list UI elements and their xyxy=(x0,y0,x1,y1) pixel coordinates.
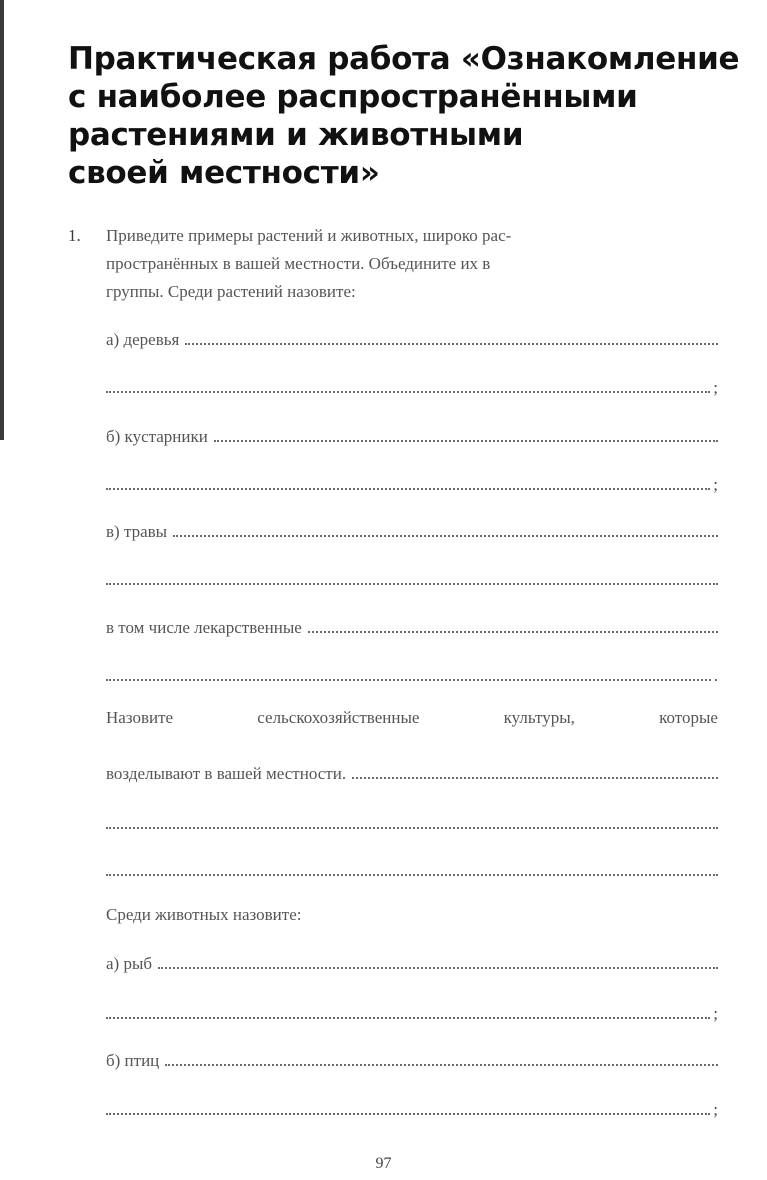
dotted-line xyxy=(173,535,718,537)
dotted-line xyxy=(308,631,718,633)
shrubs-answer-line-2[interactable] xyxy=(106,471,718,495)
animals-intro: Среди животных назовите: xyxy=(106,905,302,924)
task-instructions xyxy=(106,222,718,306)
crops-word: культуры, xyxy=(503,708,575,727)
semicolon: ; xyxy=(713,378,718,397)
crops-word: которые xyxy=(659,708,718,727)
semicolon: ; xyxy=(713,1004,718,1023)
birds-label: б) птиц xyxy=(106,1051,160,1070)
crops-question-line-2: возделывают в вашей местности. xyxy=(106,764,347,783)
dotted-line xyxy=(106,874,718,876)
medicinal-answer-line-2[interactable] xyxy=(106,662,718,686)
title-line: растениями и животными xyxy=(68,117,524,153)
herbs-answer-line-2[interactable] xyxy=(106,566,718,590)
dotted-line xyxy=(214,440,718,442)
task-number: 1. xyxy=(68,226,81,245)
dotted-line xyxy=(106,391,710,393)
task-text-line: Приведите примеры растений и животных, широко рас- xyxy=(106,226,512,245)
page-edge-shadow xyxy=(0,0,4,440)
birds-answer-line-2[interactable] xyxy=(106,1096,718,1120)
birds-answer-line[interactable] xyxy=(106,1047,718,1071)
period: . xyxy=(713,666,718,685)
dotted-line xyxy=(185,343,718,345)
dotted-line xyxy=(106,827,718,829)
shrubs-label: б) кустарники xyxy=(106,427,208,446)
page-title xyxy=(68,40,740,192)
dotted-line xyxy=(165,1064,718,1066)
medicinal-answer-line[interactable] xyxy=(106,614,718,638)
crops-question-line xyxy=(106,708,718,728)
page-number: 97 xyxy=(375,1155,392,1172)
title-line: своей местности» xyxy=(68,155,380,191)
fish-answer-line-2[interactable] xyxy=(106,1000,718,1024)
trees-label: а) деревья xyxy=(106,330,180,349)
dotted-line xyxy=(158,967,718,969)
fish-label: а) рыб xyxy=(106,954,153,973)
shrubs-answer-line[interactable] xyxy=(106,423,718,447)
medicinal-label: в том числе лекарственные xyxy=(106,618,302,637)
task-text-line: группы. Среди растений назовите: xyxy=(106,282,356,301)
dotted-line xyxy=(106,1113,710,1115)
dotted-line xyxy=(106,488,710,490)
dotted-line xyxy=(106,679,711,681)
crops-word: сельскохозяйственные xyxy=(257,708,420,727)
crops-word: Назовите xyxy=(106,708,174,727)
title-line: с наиболее распространёнными xyxy=(68,79,638,115)
herbs-label: в) травы xyxy=(106,522,168,541)
task-text-line: пространённых в вашей местности. Объедините их в xyxy=(106,254,491,273)
crops-answer-line-2[interactable] xyxy=(106,810,718,834)
trees-answer-line-2[interactable] xyxy=(106,374,718,398)
dotted-line xyxy=(106,583,718,585)
crops-answer-line[interactable] xyxy=(106,760,718,784)
title-line: Практическая работа «Ознакомление xyxy=(68,41,740,77)
dotted-line xyxy=(106,1017,710,1019)
crops-answer-line-3[interactable] xyxy=(106,857,718,881)
herbs-answer-line[interactable] xyxy=(106,518,718,542)
trees-answer-line[interactable] xyxy=(106,326,718,350)
fish-answer-line[interactable] xyxy=(106,950,718,974)
dotted-line xyxy=(352,777,718,779)
semicolon: ; xyxy=(713,1100,718,1119)
semicolon: ; xyxy=(713,475,718,494)
